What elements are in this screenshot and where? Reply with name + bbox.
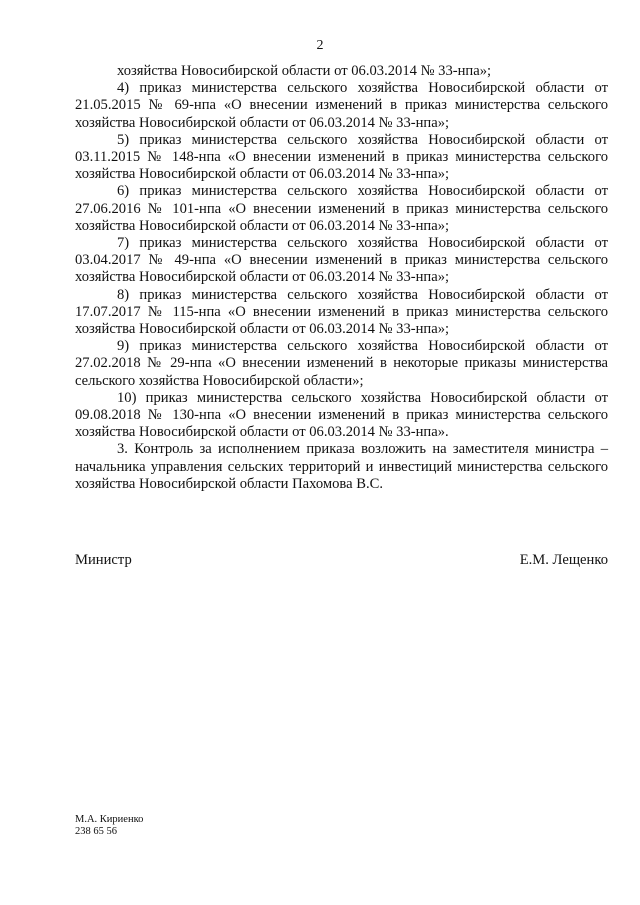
page-number: 2 [316, 38, 324, 53]
paragraph-item-8: 8) приказ министерства сельского хозяйства Новосибирской области от 17.07.2017 № 115-нпа «О внесении изменений в приказ министерства сельского хозяйства Новосибирской области от 06.03.2014 № 33-нпа»; [75, 286, 608, 338]
paragraph-item-5: 5) приказ министерства сельского хозяйства Новосибирской области от 03.11.2015 № 148-нпа «О внесении изменений в приказ министерства сельского хозяйства Новосибирской области от 06.03.2014 № 33-нпа»; [75, 131, 608, 183]
executor-name: М.А. Кириенко [75, 814, 144, 825]
paragraph-item-3-tail: хозяйства Новосибирской области от 06.03.2014 № 33-нпа»; [117, 63, 492, 79]
paragraph-item-9: 9) приказ министерства сельского хозяйства Новосибирской области от 27.02.2018 № 29-нпа «О внесении изменений в некоторые приказы министерства сельского хозяйства Новосибирской области»; [75, 338, 608, 389]
paragraph-item-10: 10) приказ министерства сельского хозяйства Новосибирской области от 09.08.2018 № 130-нпа «О внесении изменений в приказ министерства сельского хозяйства Новосибирской области от 06.03.2014 № 33-нпа». [75, 389, 608, 441]
signatory-position: Министр [75, 552, 132, 568]
paragraph-item-4: 4) приказ министерства сельского хозяйства Новосибирской области от 21.05.2015 № 69-нпа «О внесении изменений в приказ министерства сельского хозяйства Новосибирской области от 06.03.2014 № 33-нпа»; [75, 80, 608, 131]
paragraph-item-6: 6) приказ министерства сельского хозяйства Новосибирской области от 27.06.2016 № 101-нпа «О внесении изменений в приказ министерства сельского хозяйства Новосибирской области от 06.03.2014 № 33-нпа»; [75, 183, 608, 234]
executor-info [75, 814, 143, 838]
executor-phone: 238 65 56 [75, 826, 117, 837]
signatory-name: Е.М. Лещенко [519, 552, 608, 568]
document-body [75, 63, 608, 493]
paragraph-item-7: 7) приказ министерства сельского хозяйства Новосибирской области от 03.04.2017 № 49-нпа «О внесении изменений в приказ министерства сельского хозяйства Новосибирской области от 06.03.2014 № 33-нпа»; [75, 235, 608, 286]
paragraph-control: 3. Контроль за исполнением приказа возложить на заместителя министра – начальника управления сельских территорий и инвестиций министерства сельского хозяйства Новосибирской области Пахомова В.С. [75, 441, 608, 492]
